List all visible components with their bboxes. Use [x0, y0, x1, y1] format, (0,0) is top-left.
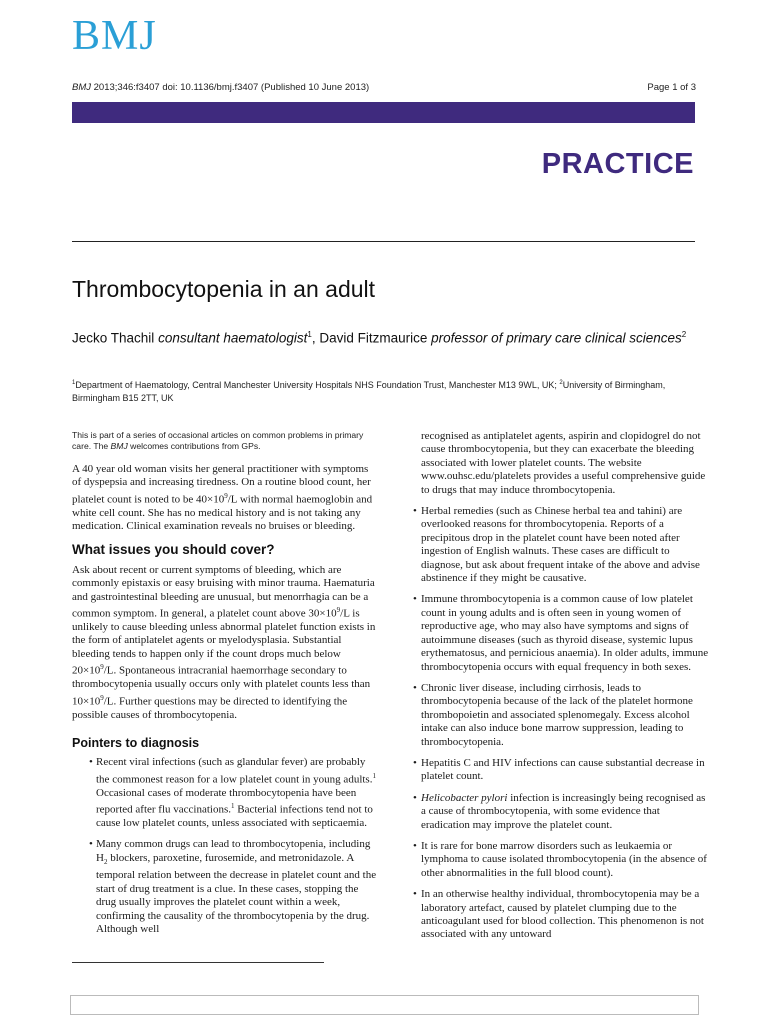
bullet-dot: • — [413, 681, 417, 694]
list-item — [413, 757, 709, 784]
heading-pointers: Pointers to diagnosis — [72, 736, 200, 751]
page-number: Page 1 of 3 — [647, 82, 696, 93]
author-1-sup: 1 — [307, 330, 312, 339]
drug-continuation: recognised as antiplatelet agents, aspirin and clopidogrel do not cause thrombocytopenia, but they can exacerbate the bleeding associated with lower platelet counts. The website www.ouhsc.edu/platelets provides a useful comprehensive guide to drugs that may induce thrombocytopenia. — [421, 430, 706, 496]
b1-text-b: Occasional cases of moderate thrombocytopenia have been reported after flu vaccinations. — [96, 786, 357, 816]
bullet-dot: • — [413, 505, 417, 518]
b1-text-a: Recent viral infections (such as glandular fever) are probably the commonest reason for a low platelet count in young adults. — [96, 756, 373, 786]
list-item — [413, 888, 709, 942]
issues-sup-3: 9 — [100, 693, 104, 702]
issues-text-b: /L is unlikely to cause bleeding unless abnormal platelet function exists in the form of antiplatelet agents or myelodysplasia. Substantial bleeding tends to happen only if the count drops much below 20×10 — [72, 607, 376, 677]
footer-box — [70, 995, 699, 1015]
author-2-name: , David Fitzmaurice — [311, 330, 428, 346]
item-text: Chronic liver disease, including cirrhosis, leads to thrombocytopenia because of the lack of the platelet hormone thrombopoietin and associated splenomegaly. Excess alcohol intake can also induce bone marrow suppression, leading to thrombocytopenia. — [421, 681, 693, 748]
case-text-b: /L with normal haemoglobin and white cell count. She has no medical history and is not taking any medication. Clinical examination reveals no bruises or bleeding. — [72, 493, 373, 533]
b2-text-b: blockers, paroxetine, furosemide, and metronidazole. A temporal relation between the decrease in platelet count and the start of drug treatment is a clue. In these cases, stopping the drug usually improves the platelet count within a week, confirming the causality of the thrombocytopenia by the drug. Although well — [96, 851, 377, 936]
issues-text-c: /L. Spontaneous intracranial haemorrhage secondary to thrombocytopenia usually occurs only with platelet counts less than 10×10 — [72, 664, 371, 708]
citation-details: 2013;346:f3407 doi: 10.1136/bmj.f3407 (Published 10 June 2013) — [93, 82, 370, 93]
citation — [72, 82, 369, 93]
bullet-dot: • — [413, 888, 417, 901]
bullet-dot: • — [413, 791, 417, 804]
b1-text-c: Bacterial infections tend not to cause low platelet counts, unless associated with septicaemia. — [96, 803, 373, 830]
item-text: It is rare for bone marrow disorders such as leukaemia or lymphoma to cause isolated thrombocytopenia (in the absence of other abnormalities in the full blood count). — [421, 839, 707, 879]
bullet-dot: • — [413, 593, 417, 606]
item-text: Hepatitis C and HIV infections can cause substantial decrease in platelet count. — [421, 756, 705, 783]
issues-text-d: /L. Further questions may be directed to identifying the possible causes of thrombocytopenia. — [72, 695, 348, 721]
bullet-dot: • — [89, 838, 93, 851]
series-note — [72, 430, 378, 452]
footnote-rule — [72, 962, 324, 963]
bullet-dot: • — [413, 839, 417, 852]
list-item — [413, 682, 709, 749]
article-title: Thrombocytopenia in an adult — [72, 276, 376, 302]
item-text: Herbal remedies (such as Chinese herbal tea and tahini) are overlooked reasons for thrombocytopenia. Reports of a precipitous drop in the platelet count have been noted after ingestion of English walnuts. These cases are difficult to diagnose, but ask about frequent intake of the above and advise abstinence if they might be causative. — [421, 505, 700, 585]
list-item — [72, 756, 378, 830]
list-item — [72, 838, 378, 936]
b2-text-a: Many common drugs can lead to thrombocytopenia, including H — [96, 838, 371, 864]
item-text: In an otherwise healthy individual, thrombocytopenia may be a laboratory artefact, caused by platelet clumping due to the anticoagulant used for blood collection. This phenomenon is not associated with any untoward — [421, 888, 704, 941]
citation-line — [72, 82, 696, 93]
title-divider — [72, 241, 695, 242]
series-note-journal: BMJ — [110, 441, 128, 451]
pointers-list — [72, 756, 378, 936]
affil-sup-2: 2 — [559, 380, 563, 386]
header-band — [72, 102, 695, 123]
b1-sup-2: 1 — [231, 802, 235, 810]
author-2-role: professor of primary care clinical sciences — [431, 330, 682, 346]
issues-sup-1: 9 — [336, 605, 341, 614]
case-text-a: A 40 year old woman visits her general practitioner with symptoms of dyspepsia and increasing tiredness. On a routine blood count, her platelet count is noted to be 40×10 — [72, 463, 371, 506]
author-2-sup: 2 — [681, 330, 687, 339]
issues-sup-2: 9 — [100, 663, 104, 672]
causes-list — [413, 505, 709, 942]
list-item — [413, 505, 709, 585]
list-item — [413, 840, 709, 880]
bullet-dot: • — [413, 756, 417, 769]
case-sup: 9 — [224, 491, 228, 500]
organism-name: Helicobacter pylori — [421, 791, 508, 804]
author-1-role: consultant haematologist — [158, 330, 308, 346]
right-column — [413, 430, 709, 950]
item-text: Immune thrombocytopenia is a common cause of low platelet count in young adults and is often seen in young women of reproductive age, who may also have symptoms and signs of autoimmune diseases (such as thyroid disease, systemic lupus erythematosus, and pernicious anaemia). In older adults, immune thrombocytopenia occurs with equal frequency in both sexes. — [421, 593, 709, 673]
author-1-name: Jecko Thachil — [72, 330, 155, 346]
affiliations — [72, 377, 698, 405]
affil-1: Department of Haematology, Central Manchester University Hospitals NHS Foundation Trust, Manchester M13 9WL, UK; — [75, 380, 560, 390]
item-text: infection is increasingly being recognised as a cause of thrombocytopenia, with some evidence that eradication may improve the platelet count. — [421, 791, 706, 831]
issues-paragraph — [72, 564, 378, 722]
affil-sup-1: 1 — [72, 380, 76, 386]
list-item — [413, 593, 709, 673]
series-note-b: welcomes contributions from GPs. — [127, 441, 261, 451]
heading-issues: What issues you should cover? — [72, 541, 275, 557]
case-paragraph — [72, 463, 378, 534]
bmj-logo: BMJ — [72, 13, 157, 59]
bullet-dot: • — [89, 756, 93, 769]
b2-sub: 2 — [103, 858, 108, 867]
series-note-a: This is part of a series of occasional articles on common problems in primary care. The — [72, 430, 364, 451]
section-label: PRACTICE — [541, 148, 694, 180]
issues-text-a: Ask about recent or current symptoms of bleeding, which are commonly epistaxis or easy bruising with minor trauma. Haematuria and gastrointestinal bleeding are unusual, but menorrhagia can be a common symptom. In general, a platelet count above 30×10 — [72, 563, 375, 620]
left-column — [72, 430, 378, 945]
affil-2: University of Birmingham, Birmingham B15 2TT, UK — [72, 380, 666, 403]
citation-journal: BMJ — [72, 82, 91, 93]
list-item — [413, 792, 709, 832]
author-line — [72, 325, 696, 348]
b1-sup-1: 1 — [372, 771, 376, 780]
